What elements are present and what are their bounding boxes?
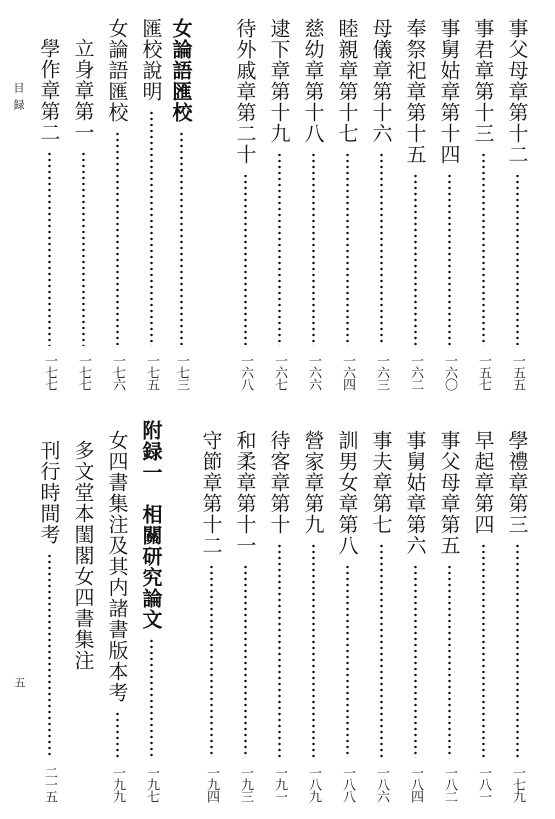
toc-entry-page: 一六三 bbox=[374, 354, 389, 390]
running-header: 目録 bbox=[12, 82, 25, 116]
toc-entry-title: 事舅姑章第六 bbox=[403, 430, 427, 556]
dot-leader bbox=[116, 711, 119, 758]
toc-entry-page: 二一五 bbox=[42, 766, 57, 802]
toc-entry-title: 事父母章第十二 bbox=[505, 18, 529, 165]
toc-entry bbox=[332, 18, 362, 388]
toc-entry bbox=[298, 18, 328, 388]
dot-leader bbox=[414, 173, 417, 346]
toc-entry-page: 一七五 bbox=[144, 354, 159, 390]
toc-entry bbox=[136, 18, 166, 388]
dot-leader bbox=[278, 543, 281, 758]
toc-entry bbox=[502, 430, 532, 800]
dot-leader bbox=[150, 638, 153, 758]
dot-leader bbox=[48, 151, 51, 346]
toc-entry-title: 逮下章第十九 bbox=[267, 18, 291, 144]
dot-leader bbox=[448, 173, 451, 346]
toc-entry bbox=[230, 18, 260, 388]
toc-entry bbox=[264, 18, 294, 388]
toc-entry-page: 一七七 bbox=[76, 354, 91, 390]
toc-entry-title: 學禮章第三 bbox=[505, 430, 529, 535]
dot-leader bbox=[482, 152, 485, 346]
dot-leader bbox=[48, 553, 51, 758]
toc-entry-continued bbox=[68, 430, 98, 800]
toc-entry-title: 立身章第一 bbox=[71, 38, 95, 143]
toc-entry-title: 早起章第四 bbox=[471, 430, 495, 535]
dot-leader bbox=[82, 151, 85, 346]
dot-leader bbox=[380, 152, 383, 346]
toc-entry-page: 一九七 bbox=[144, 766, 159, 802]
toc-entry-title: 慈幼章第十八 bbox=[301, 18, 325, 144]
dot-leader bbox=[380, 543, 383, 758]
toc-entry bbox=[264, 430, 294, 800]
toc-entry-page: 一八八 bbox=[340, 766, 355, 802]
dot-leader bbox=[244, 173, 247, 346]
toc-entry-title: 待外戚章第二十 bbox=[233, 18, 257, 165]
toc-entry-title: 守節章第十二 bbox=[199, 430, 223, 556]
toc-entry bbox=[102, 18, 132, 388]
toc-entry-title: 待客章第十 bbox=[267, 430, 291, 535]
toc-entry-title: 女四書集注及其内諸書版本考 bbox=[105, 430, 129, 703]
dot-leader bbox=[516, 173, 519, 346]
toc-entry-page: 一八一 bbox=[476, 766, 491, 802]
toc-entry-page: 一五五 bbox=[510, 354, 525, 390]
dot-leader bbox=[150, 110, 153, 346]
dot-leader bbox=[414, 564, 417, 758]
toc-entry-title: 事君章第十三 bbox=[471, 18, 495, 144]
dot-leader bbox=[210, 564, 213, 758]
toc-entry-title: 事舅姑章第十四 bbox=[437, 18, 461, 165]
toc-section-heading bbox=[166, 18, 196, 388]
toc-entry-page: 一五七 bbox=[476, 354, 491, 390]
dot-leader bbox=[448, 564, 451, 758]
toc-entry-page: 一七九 bbox=[510, 766, 525, 802]
toc-entry bbox=[34, 430, 64, 800]
toc-entry-title: 女論語匯校 bbox=[105, 18, 129, 123]
toc-entry bbox=[332, 430, 362, 800]
toc-entry-page: 一九一 bbox=[272, 766, 287, 802]
toc-entry-title: 訓男女章第八 bbox=[335, 430, 359, 556]
toc-entry-title: 多文堂本閨閣女四書集注 bbox=[71, 440, 95, 671]
toc-entry-page: 一六〇 bbox=[442, 354, 457, 390]
dot-leader bbox=[180, 131, 183, 346]
toc-entry-page: 一八九 bbox=[306, 766, 321, 802]
toc-entry-page: 一六二 bbox=[408, 354, 423, 390]
toc-entry bbox=[34, 18, 64, 388]
toc-entry bbox=[400, 18, 430, 388]
toc-entry-title: 營家章第九 bbox=[301, 430, 325, 535]
dot-leader bbox=[312, 152, 315, 346]
dot-leader bbox=[516, 543, 519, 758]
toc-entry-page: 一七六 bbox=[110, 354, 125, 390]
toc-entry bbox=[102, 430, 132, 800]
toc-entry-title: 學作章第二 bbox=[37, 38, 61, 143]
toc-entry-page: 一六四 bbox=[340, 354, 355, 390]
toc-section-title: 女論語匯校 bbox=[169, 18, 193, 123]
dot-leader bbox=[346, 564, 349, 758]
dot-leader bbox=[244, 564, 247, 758]
toc-entry-page: 一六六 bbox=[306, 354, 321, 390]
toc-entry-page: 一六八 bbox=[238, 354, 253, 390]
toc-entry-page: 一七七 bbox=[42, 354, 57, 390]
toc-entry-page: 一八六 bbox=[374, 766, 389, 802]
toc-entry-page: 一九九 bbox=[110, 766, 125, 802]
toc-entry bbox=[468, 430, 498, 800]
toc-entry-title: 事夫章第七 bbox=[369, 430, 393, 535]
dot-leader bbox=[312, 543, 315, 758]
toc-entry bbox=[366, 430, 396, 800]
toc-section-title: 附録一 相關研究論文 bbox=[139, 420, 163, 630]
toc-section-heading bbox=[136, 420, 166, 800]
dot-leader bbox=[116, 131, 119, 346]
toc-entry-page: 一八四 bbox=[408, 766, 423, 802]
toc-entry bbox=[434, 430, 464, 800]
toc-entry bbox=[230, 430, 260, 800]
toc-entry-title: 刊行時間考 bbox=[37, 440, 61, 545]
toc-entry-page: 一七三 bbox=[174, 354, 189, 390]
toc-entry-page: 一六七 bbox=[272, 354, 287, 390]
toc-entry bbox=[502, 18, 532, 388]
page-number: 五 bbox=[13, 677, 26, 694]
toc-entry bbox=[468, 18, 498, 388]
toc-entry-title: 母儀章第十六 bbox=[369, 18, 393, 144]
toc-entry-title: 匯校說明 bbox=[139, 18, 163, 102]
toc-entry bbox=[196, 430, 226, 800]
toc-entry-title: 和柔章第十一 bbox=[233, 430, 257, 556]
toc-entry bbox=[400, 430, 430, 800]
toc-entry-page: 一九四 bbox=[204, 766, 219, 802]
toc-entry-page: 一八二 bbox=[442, 766, 457, 802]
toc-entry bbox=[298, 430, 328, 800]
toc-entry-page: 一九三 bbox=[238, 766, 253, 802]
toc-entry-title: 睦親章第十七 bbox=[335, 18, 359, 144]
toc-entry-title: 事父母章第五 bbox=[437, 430, 461, 556]
toc-entry bbox=[366, 18, 396, 388]
dot-leader bbox=[482, 543, 485, 758]
toc-entry-title: 奉祭祀章第十五 bbox=[403, 18, 427, 165]
dot-leader bbox=[278, 152, 281, 346]
toc-entry bbox=[68, 18, 98, 388]
dot-leader bbox=[346, 152, 349, 346]
toc-entry bbox=[434, 18, 464, 388]
